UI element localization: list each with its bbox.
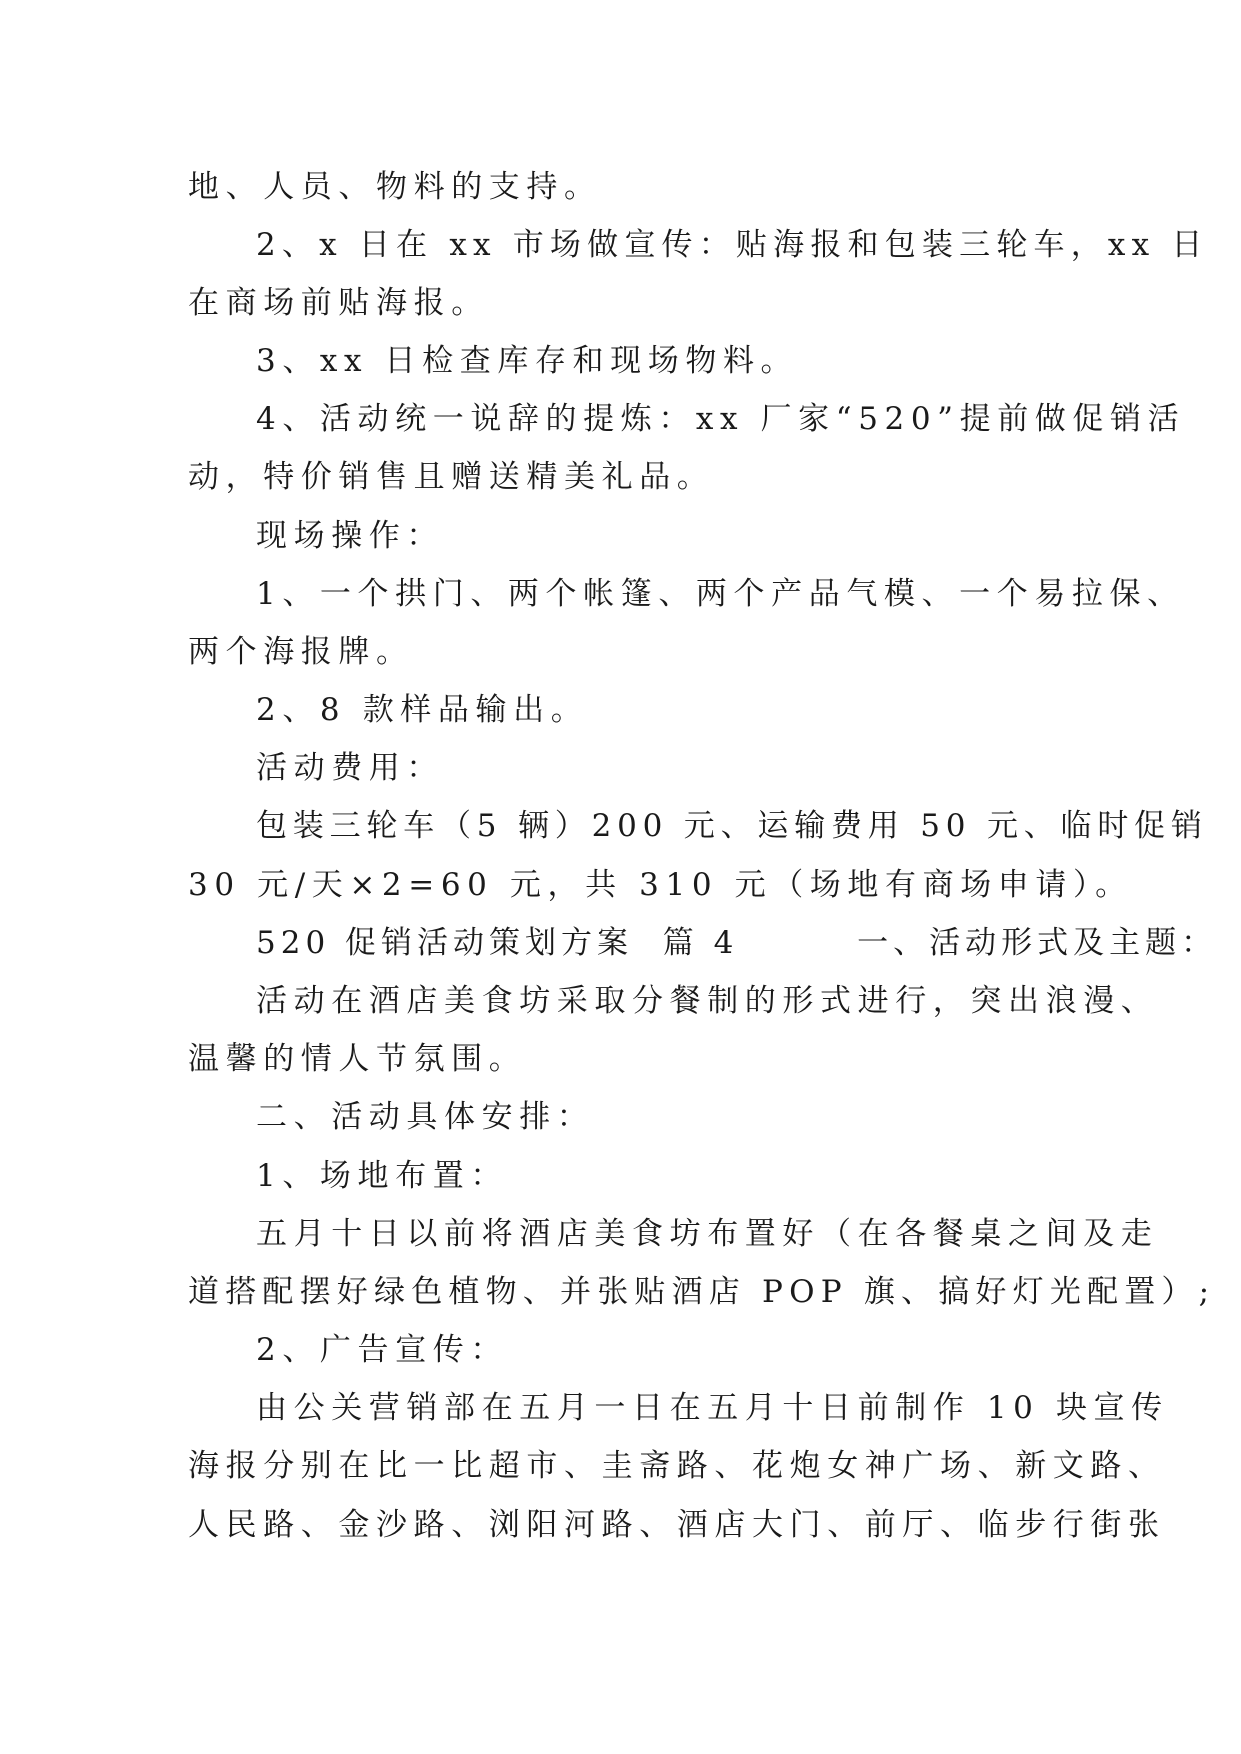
text-line: 2、x 日在 xx 市场做宣传：贴海报和包装三轮车，xx 日 <box>256 227 1209 263</box>
text-line: 1、一个拱门、两个帐篷、两个产品气模、一个易拉保、 <box>256 576 1185 612</box>
text-line: 2、8 款样品输出。 <box>256 692 589 728</box>
text-line: 五月十日以前将酒店美食坊布置好（在各餐桌之间及走 <box>256 1216 1159 1252</box>
text-line: 两个海报牌。 <box>188 634 414 670</box>
text-line: 现场操作： <box>256 518 444 554</box>
text-line: 道搭配摆好绿色植物、并张贴酒店 POP 旗、搞好灯光配置）; <box>188 1274 1216 1310</box>
text-line: 包装三轮车（5 辆）200 元、运输费用 50 元、临时促销 <box>256 808 1208 844</box>
text-line: 3、xx 日检查库存和现场物料。 <box>256 343 799 379</box>
text-line: 30 元/天×2=60 元，共 310 元（场地有商场申请）。 <box>188 867 1133 903</box>
text-line: 520 促销活动策划方案 篇 4 一、活动形式及主题： <box>256 925 1218 961</box>
text-line: 2、广告宣传： <box>256 1332 508 1368</box>
text-line: 温馨的情人节氛围。 <box>188 1041 527 1077</box>
text-line: 活动费用： <box>256 750 444 786</box>
text-line: 由公关营销部在五月一日在五月十日前制作 10 块宣传 <box>256 1390 1169 1426</box>
text-line: 海报分别在比一比超市、圭斋路、花炮女神广场、新文路、 <box>188 1448 1166 1484</box>
text-line: 在商场前贴海报。 <box>188 285 489 321</box>
text-line: 4、活动统一说辞的提炼：xx 厂家“520”提前做促销活 <box>256 401 1186 437</box>
text-line: 地、人员、物料的支持。 <box>188 169 602 205</box>
text-line: 人民路、金沙路、浏阳河路、酒店大门、前厅、临步行街张 <box>188 1507 1166 1543</box>
text-line: 活动在酒店美食坊采取分餐制的形式进行，突出浪漫、 <box>256 983 1159 1019</box>
text-line: 二、活动具体安排： <box>256 1099 595 1135</box>
text-line: 动，特价销售且赠送精美礼品。 <box>188 459 715 495</box>
text-line: 1、场地布置： <box>256 1158 508 1194</box>
